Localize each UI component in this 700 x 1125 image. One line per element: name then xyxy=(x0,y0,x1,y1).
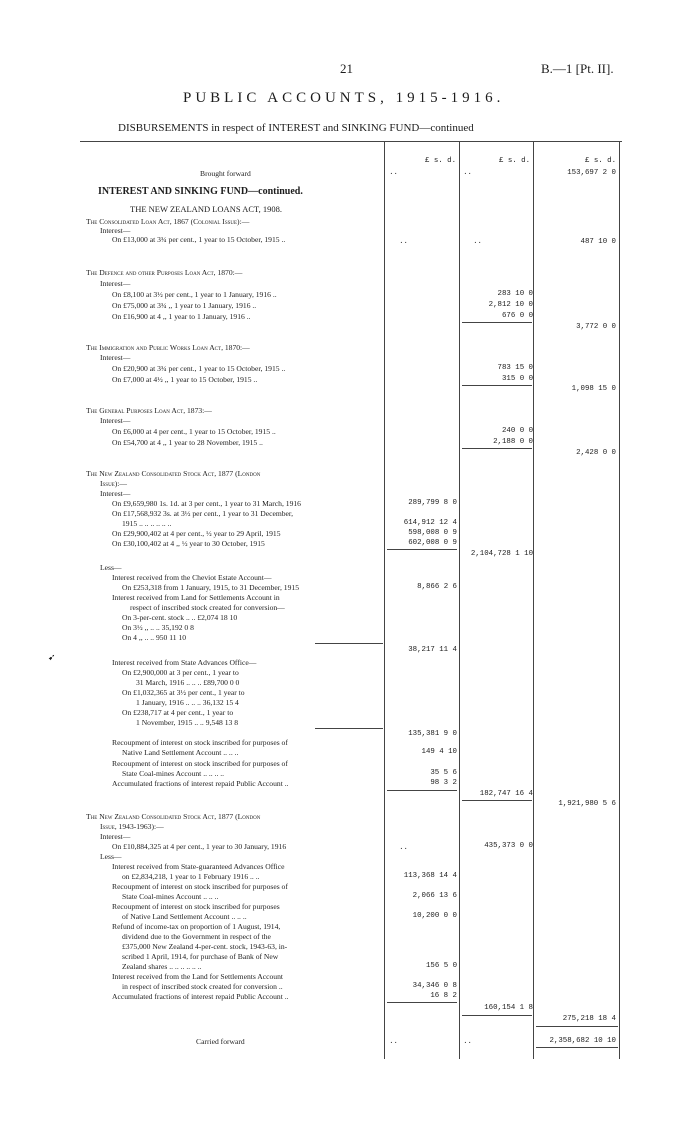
b6-c1: .. xyxy=(399,844,408,852)
b5-net: 1,921,980 5 6 xyxy=(558,800,616,808)
b2-rule xyxy=(462,322,532,323)
b6-s4e: Zealand shares .. .. .. .. .. .. xyxy=(122,962,202,971)
b6-less: Less— xyxy=(100,852,122,861)
b6-s4-v: 156 5 0 xyxy=(425,962,457,970)
b5-cheviot2: On £253,318 from 1 January, 1915, to 31 December, 1915 xyxy=(122,583,299,592)
b5-line2: On £17,568,932 3s. at 3½ per cent., 1 year to 31 December, xyxy=(112,509,294,518)
b2-line3: On £16,900 at 4 ,, 1 year to 1 January, 1916 .. xyxy=(112,312,251,321)
b5-rule-2 xyxy=(387,790,457,791)
carried-forward-label: Carried forward xyxy=(196,1037,245,1046)
b3-title: The Immigration and Public Works Loan Act, 1870:— xyxy=(86,343,250,352)
brought-forward-label: Brought forward xyxy=(200,169,251,178)
b6-s2-v: 2,066 13 6 xyxy=(412,892,457,900)
b2-title: The Defence and other Purposes Loan Act, 1870:— xyxy=(86,268,243,277)
b5-rule-1 xyxy=(387,549,457,550)
b3-line1: On £20,900 at 3¾ per cent., 1 year to 15 October, 1915 .. xyxy=(112,364,286,373)
brought-forward-c3: 153,697 2 0 xyxy=(567,169,616,177)
b5-cheviot1: Interest received from the Cheviot Estate Account— xyxy=(112,573,272,582)
b5-subtotal: 2,104,728 1 10 xyxy=(470,550,533,558)
act-heading: THE NEW ZEALAND LOANS ACT, 1908. xyxy=(130,204,282,214)
b5-title-line1: The New Zealand Consolidated Stock Act, 1877 (London xyxy=(86,469,261,478)
column-rule-1 xyxy=(384,141,385,1059)
b5-acc: Accumulated fractions of interest repaid Public Account .. xyxy=(112,779,289,788)
b6-rule-1 xyxy=(387,1002,457,1003)
b6-title-line1: The New Zealand Consolidated Stock Act, 1877 (London xyxy=(86,812,261,821)
b1-line1: On £13,000 at 3¾ per cent., 1 year to 15 October, 1915 .. xyxy=(112,235,286,244)
b4-rule xyxy=(462,448,532,449)
b4-v2: 2,188 0 0 xyxy=(493,438,533,446)
b2-line2: On £75,000 at 3¾ ,, 1 year to 1 January, 1916 .. xyxy=(112,301,257,310)
col2-heading: £ s. d. xyxy=(498,157,530,165)
b6-title-line2: Issue, 1943-1963):— xyxy=(100,822,164,831)
b5-adv-rule xyxy=(315,728,383,729)
b5-land1: Interest received from Land for Settlements Account in xyxy=(112,593,280,602)
b1-c2: .. xyxy=(473,238,482,246)
b5-adv6: On £238,717 at 4 per cent., 1 year to xyxy=(122,708,234,717)
b1-c1: .. xyxy=(399,238,408,246)
b5-cheviot-v: 8,866 2 6 xyxy=(417,583,457,591)
b5-land3: On 3-per-cent. stock .. .. £2,074 18 10 xyxy=(122,613,238,622)
page-title: PUBLIC ACCOUNTS, 1915-1916. xyxy=(183,90,505,106)
b3-line2: On £7,000 at 4½ ,, 1 year to 15 October, 1915 .. xyxy=(112,375,258,384)
b6-net: 275,218 18 4 xyxy=(562,1015,616,1023)
b5-rec1a: Recoupment of interest on stock inscribed for purposes of xyxy=(112,738,288,747)
b3-total: 1,098 15 0 xyxy=(571,385,616,393)
brought-forward-c1: .. xyxy=(389,169,398,177)
b5-land-rule xyxy=(315,643,383,644)
b1-c3: 487 10 0 xyxy=(580,238,616,246)
b6-s1-v: 113,368 14 4 xyxy=(403,872,457,880)
b6-s5a: Interest received from the Land for Settlements Account xyxy=(112,972,284,981)
b2-v1: 283 10 0 xyxy=(497,290,533,298)
b5-adv5: 1 January, 1916 .. .. .. 36,132 15 4 xyxy=(136,698,239,707)
b2-v2: 2,812 10 0 xyxy=(488,301,533,309)
b5-less: Less— xyxy=(100,563,122,572)
section-heading: INTEREST AND SINKING FUND—continued. xyxy=(98,186,303,197)
column-rule-4 xyxy=(619,141,620,1059)
b6-s6-v: 16 8 2 xyxy=(430,992,457,1000)
b4-line2: On £54,700 at 4 ,, 1 year to 28 November, 1915 .. xyxy=(112,438,263,447)
b5-line3: 1915 .. .. .. .. .. .. xyxy=(122,519,172,528)
b6-s3b: of Native Land Settlement Account .. .. .. xyxy=(122,912,247,921)
b5-adv3: 31 March, 1916 .. .. .. £89,700 0 0 xyxy=(136,678,240,687)
b5-title-line2: Issue):— xyxy=(100,479,127,488)
b2-total: 3,772 0 0 xyxy=(576,323,616,331)
b3-interest: Interest— xyxy=(100,353,131,362)
b6-s1b: on £2,834,218, 1 year to 1 February 1916 .. .. xyxy=(122,872,260,881)
b5-rule-3 xyxy=(462,800,532,801)
b4-v1: 240 0 0 xyxy=(501,427,533,435)
b6-s3a: Recoupment of interest on stock inscribed for purposes xyxy=(112,902,280,911)
b5-rec2a: Recoupment of interest on stock inscribed for purposes of xyxy=(112,759,288,768)
b2-v3: 676 0 0 xyxy=(501,312,533,320)
b5-v4: 598,008 0 9 xyxy=(408,529,457,537)
b5-land-v: 38,217 11 4 xyxy=(408,646,457,654)
margin-mark: ➹ xyxy=(48,652,56,662)
carried-forward-rule xyxy=(536,1047,618,1048)
grand-total-rule xyxy=(536,1026,618,1027)
b6-s5-v: 34,346 0 8 xyxy=(412,982,457,990)
b5-line1: On £9,659,980 1s. 1d. at 3 per cent., 1 year to 31 March, 1916 xyxy=(112,499,301,508)
b5-rec2-v: 35 5 6 xyxy=(430,769,457,777)
document-reference: B.—1 [Pt. II]. xyxy=(541,61,614,76)
b5-v5: 602,008 0 9 xyxy=(408,539,457,547)
b6-s6: Accumulated fractions of interest repaid Public Account .. xyxy=(112,992,289,1001)
col1-heading: £ s. d. xyxy=(424,157,456,165)
b4-interest: Interest— xyxy=(100,416,131,425)
b5-line4: On £29,900,402 at 4 per cent., ½ year to 29 April, 1915 xyxy=(112,529,281,538)
table-top-rule xyxy=(80,141,622,142)
column-rule-3 xyxy=(533,141,534,1059)
b5-land2: respect of inscribed stock created for conversion— xyxy=(130,603,285,612)
b3-rule xyxy=(462,385,532,386)
col3-heading: £ s. d. xyxy=(584,157,616,165)
b5-rec1-v: 149 4 10 xyxy=(421,748,457,756)
b5-land5: On 4 ,, .. .. 950 11 10 xyxy=(122,633,187,642)
b6-rule-2 xyxy=(462,1015,532,1016)
b5-adv7: 1 November, 1915 .. .. 9,548 13 8 xyxy=(136,718,238,727)
b5-adv4: On £1,032,365 at 3½ per cent., 1 year to xyxy=(122,688,245,697)
b5-adv1: Interest received from State Advances Office— xyxy=(112,658,257,667)
b4-total: 2,428 0 0 xyxy=(576,449,616,457)
b2-line1: On £8,100 at 3½ per cent., 1 year to 1 January, 1916 .. xyxy=(112,290,277,299)
b5-adv2: On £2,900,000 at 3 per cent., 1 year to xyxy=(122,668,239,677)
page-number: 21 xyxy=(340,61,353,76)
b1-interest: Interest— xyxy=(100,226,131,235)
b5-land4: On 3½ ,, .. .. 35,192 0 8 xyxy=(122,623,194,632)
b4-title: The General Purposes Loan Act, 1873:— xyxy=(86,406,212,415)
b5-line5: On £30,100,402 at 4 ,, ½ year to 30 October, 1915 xyxy=(112,539,265,548)
carried-forward-c1: .. xyxy=(389,1038,398,1046)
b5-acc-v: 98 3 2 xyxy=(430,779,457,787)
b5-v1: 289,799 8 0 xyxy=(408,499,457,507)
column-rule-2 xyxy=(459,141,460,1059)
b5-rec2b: State Coal-mines Account .. .. .. .. xyxy=(122,769,225,778)
b6-s3-v: 10,200 0 0 xyxy=(412,912,457,920)
b5-adv-v: 135,381 9 0 xyxy=(408,730,457,738)
carried-forward-c2: .. xyxy=(463,1038,472,1046)
b5-interest: Interest— xyxy=(100,489,131,498)
b6-s5b: in respect of inscribed stock created for conversion .. xyxy=(122,982,283,991)
b6-line1: On £10,884,325 at 4 per cent., 1 year to 30 January, 1916 xyxy=(112,842,287,851)
b4-line1: On £6,000 at 4 per cent., 1 year to 15 October, 1915 .. xyxy=(112,427,276,436)
b6-less-total: 160,154 1 8 xyxy=(484,1004,533,1012)
b5-v3: 614,912 12 4 xyxy=(403,519,457,527)
b2-interest: Interest— xyxy=(100,279,131,288)
b6-s4c: £375,000 New Zealand 4-per-cent. stock, 1943-63, in- xyxy=(122,942,288,951)
b3-v2: 315 0 0 xyxy=(501,375,533,383)
b6-s4a: Refund of income-tax on proportion of 1 August, 1914, xyxy=(112,922,281,931)
brought-forward-c2: .. xyxy=(463,169,472,177)
b5-rec1b: Native Land Settlement Account .. .. .. xyxy=(122,748,239,757)
b6-s4b: dividend due to the Government in respect of the xyxy=(122,932,271,941)
b6-interest: Interest— xyxy=(100,832,131,841)
b6-s2a: Recoupment of interest on stock inscribed for purposes of xyxy=(112,882,288,891)
b3-v1: 783 15 0 xyxy=(497,364,533,372)
b5-less-total: 182,747 16 4 xyxy=(479,790,533,798)
carried-forward-c3: 2,358,682 10 10 xyxy=(549,1037,616,1045)
b1-title: The Consolidated Loan Act, 1867 (Colonial Issue):— xyxy=(86,217,250,226)
b6-c2: 435,373 0 0 xyxy=(484,842,533,850)
b6-s2b: State Coal-mines Account .. .. .. xyxy=(122,892,219,901)
page-subtitle: DISBURSEMENTS in respect of INTEREST and SINKING FUND—continued xyxy=(118,122,474,134)
b6-s4d: scribed 1 April, 1914, for purchase of Bank of New xyxy=(122,952,279,961)
b6-s1a: Interest received from State-guaranteed Advances Office xyxy=(112,862,285,871)
